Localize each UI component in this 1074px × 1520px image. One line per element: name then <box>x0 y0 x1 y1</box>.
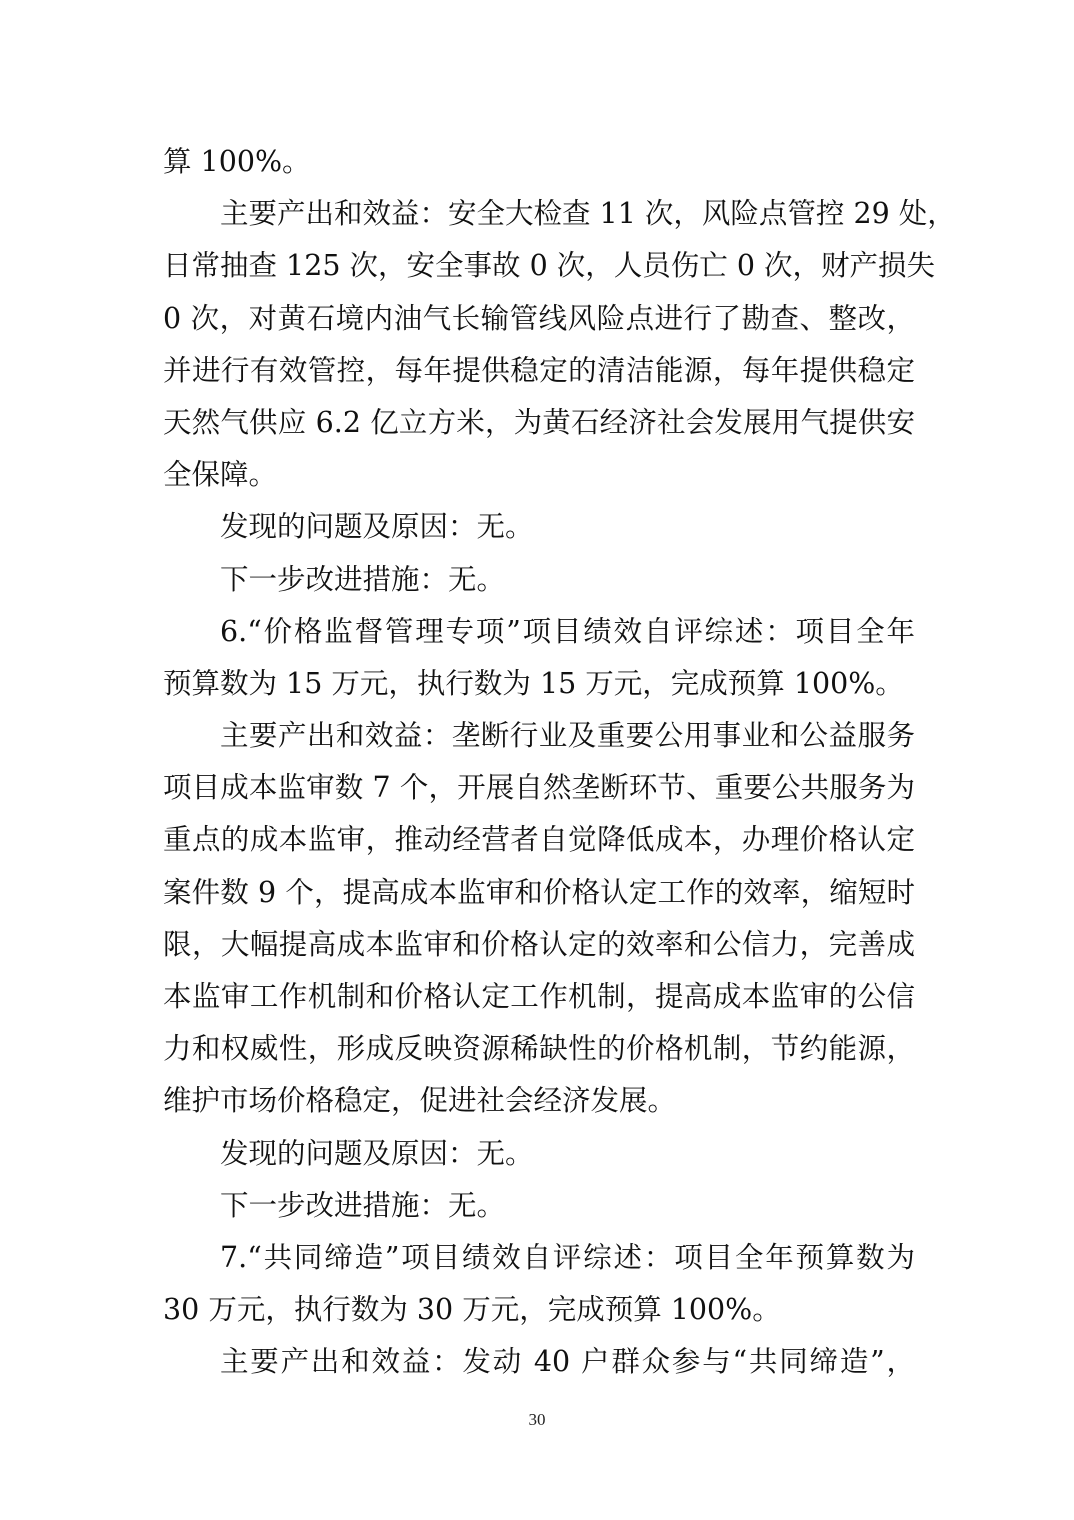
text-line: 全保障。 <box>163 458 278 492</box>
text-line: 案件数 9 个，提高成本监审和价格认定工作的效率，缩短时 <box>163 875 915 909</box>
body-text <box>163 136 956 1389</box>
text-line: 6.“价格监督管理专项”项目绩效自评综述：项目全年 <box>220 614 915 648</box>
text-line: 力和权威性，形成反映资源稀缺性的价格机制，节约能源， <box>163 1032 915 1066</box>
text-line: 下一步改进措施：无。 <box>220 562 506 596</box>
text-line: 并进行有效管控，每年提供稳定的清洁能源，每年提供稳定 <box>163 353 915 387</box>
page-number: 30 <box>528 1410 546 1429</box>
text-line: 维护市场价格稳定，促进社会经济发展。 <box>163 1084 677 1118</box>
text-line: 本监审工作机制和价格认定工作机制，提高成本监审的公信 <box>163 980 915 1013</box>
text-line: 主要产出和效益：安全大检查 11 次，风险点管控 29 处， <box>220 197 956 231</box>
text-line: 主要产出和效益：发动 40 户群众参与“共同缔造”， <box>220 1345 915 1379</box>
text-line: 0 次，对黄石境内油气长输管线风险点进行了勘查、整改， <box>163 301 915 335</box>
text-line: 项目成本监审数 7 个，开展自然垄断环节、重要公共服务为 <box>163 771 915 805</box>
text-line: 发现的问题及原因：无。 <box>220 1136 534 1170</box>
text-line: 30 万元，执行数为 30 万元，完成预算 100%。 <box>163 1293 781 1327</box>
text-line: 算 100%。 <box>163 145 311 178</box>
text-line: 日常抽查 125 次，安全事故 0 次，人员伤亡 0 次，财产损失 <box>163 249 936 283</box>
text-line: 主要产出和效益：垄断行业及重要公用事业和公益服务 <box>220 719 915 753</box>
text-line: 发现的问题及原因：无。 <box>220 510 534 544</box>
text-line: 预算数为 15 万元，执行数为 15 万元，完成预算 100%。 <box>163 666 904 700</box>
text-line: 限，大幅提高成本监审和价格认定的效率和公信力，完善成 <box>163 927 915 961</box>
text-line: 7.“共同缔造”项目绩效自评综述：项目全年预算数为 <box>220 1240 915 1274</box>
text-line: 重点的成本监审，推动经营者自觉降低成本，办理价格认定 <box>163 823 915 857</box>
text-line: 下一步改进措施：无。 <box>220 1188 506 1222</box>
text-line: 天然气供应 6.2 亿立方米，为黄石经济社会发展用气提供安 <box>163 405 915 439</box>
